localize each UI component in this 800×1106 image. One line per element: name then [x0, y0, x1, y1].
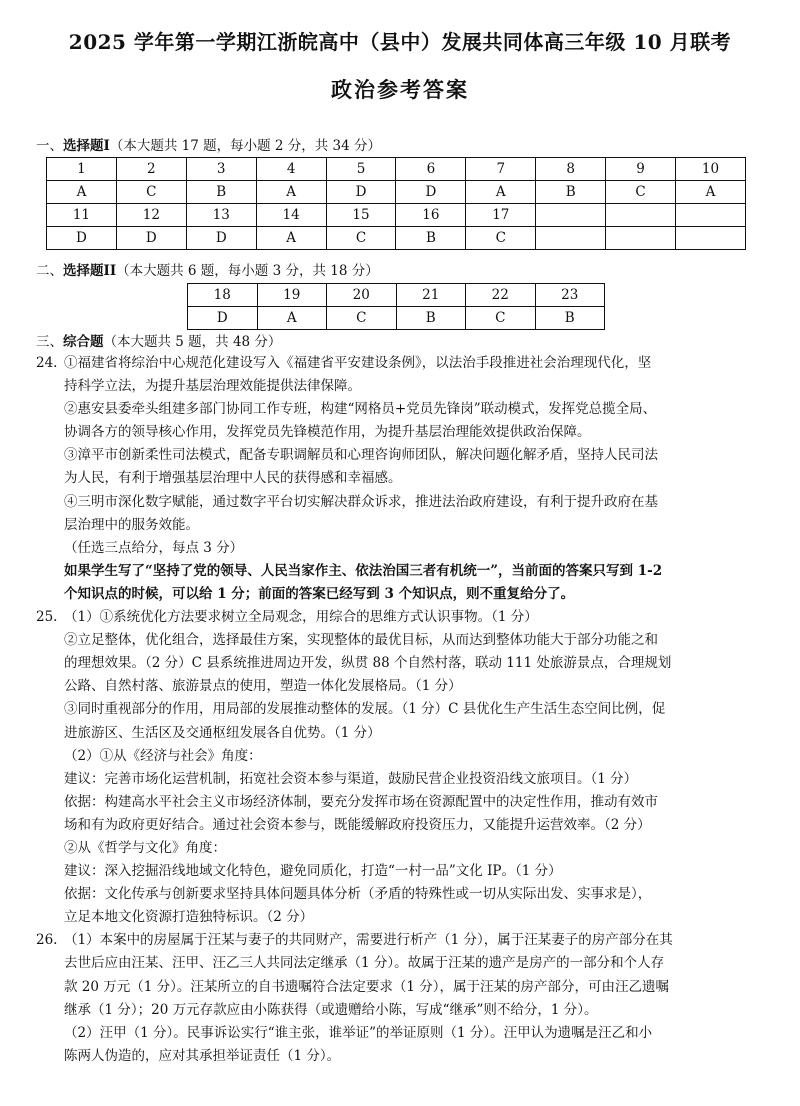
answer-cell: C: [466, 307, 536, 330]
question-number: 4: [256, 158, 326, 181]
section-2-desc: （本大题共 6 题，每小题 3 分，共 18 分）: [116, 263, 379, 279]
answer-cell: D: [116, 227, 186, 250]
question-number-25: 25.: [36, 609, 58, 626]
empty-cell: [675, 204, 745, 227]
answer-cell: A: [675, 181, 745, 204]
answer-cell: D: [326, 181, 396, 204]
question-number-26: 26.: [36, 932, 58, 949]
table-row-answers-2: [47, 227, 746, 250]
answer-cell: A: [256, 227, 326, 250]
question-number: 13: [186, 204, 256, 227]
answer-line: 为人民，有利于增强基层治理中人民的获得感和幸福感。: [64, 470, 402, 487]
table-row-answers: [188, 307, 605, 330]
answer-line: 进旅游区、生活区及交通枢纽发展各自优势。（1 分）: [64, 724, 381, 741]
question-number: 10: [675, 158, 745, 181]
question-number: 1: [47, 158, 117, 181]
answer-cell: B: [535, 307, 605, 330]
answer-cell: A: [47, 181, 117, 204]
answer-line: 持科学立法，为提升基层治理效能提供法律保障。: [64, 378, 361, 395]
question-number: 21: [396, 284, 466, 307]
answer-cell: C: [326, 227, 396, 250]
answer-cell: D: [188, 307, 258, 330]
question-number: 8: [536, 158, 606, 181]
empty-cell: [606, 227, 676, 250]
section-2-answer-table: [187, 283, 605, 330]
question-number: 19: [257, 284, 327, 307]
answer-cell: D: [47, 227, 117, 250]
question-number: 9: [606, 158, 676, 181]
section-1-answer-table: [46, 157, 746, 250]
answer-line: ③漳平市创新柔性司法模式，配备专职调解员和心理咨询师团队，解决问题化解矛盾，坚持人民司法: [64, 447, 658, 464]
section-1-heading: [36, 134, 381, 154]
answers-body: [36, 352, 770, 1068]
answer-line: 建议：深入挖掘沿线地域文化特色，避免同质化，打造“一村一品”文化 IP。（1 分）: [64, 863, 562, 880]
answer-line: 的理想效果。（2 分）C 县系统推进周边开发，纵贯 88 个自然村落，联动 111 处旅游景点，合理规划: [64, 655, 672, 672]
question-number: 16: [396, 204, 466, 227]
answer-cell: B: [186, 181, 256, 204]
question-number: 3: [186, 158, 256, 181]
answer-line: 依据：构建高水平社会主义市场经济体制，要充分发挥市场在资源配置中的决定性作用，推动有效市: [64, 793, 658, 810]
section-1-name: 选择题I: [63, 138, 110, 154]
answer-line: （2）①从《经济与社会》角度：: [64, 747, 262, 764]
question-24: [36, 352, 770, 606]
answer-cell: C: [606, 181, 676, 204]
answer-line: 协调各方的领导核心作用，发挥党员先锋模范作用，为提升基层治理能效提供政治保障。: [64, 424, 591, 441]
section-1-number: 一、: [36, 138, 63, 154]
empty-cell: [536, 204, 606, 227]
section-2-number: 二、: [36, 263, 63, 279]
answer-cell: A: [256, 181, 326, 204]
question-number: 12: [116, 204, 186, 227]
table-row-answers-1: [47, 181, 746, 204]
question-number: 11: [47, 204, 117, 227]
question-26: [36, 929, 770, 1068]
answer-line: 场和有为政府更好结合。通过社会资本参与，既能缓解政府投资压力，又能提升运营效率。（2 分）: [64, 816, 651, 833]
answer-line: 公路、自然村落、旅游景点的使用，塑造一体化发展格局。（1 分）: [64, 678, 462, 695]
answer-line: ③同时重视部分的作用，用局部的发展推动整体的发展。（1 分）C 县优化生产生活生态空间比例，促: [64, 701, 666, 718]
answer-line: 层治理中的服务效能。: [64, 516, 199, 533]
section-2-name: 选择题II: [63, 263, 117, 279]
answer-cell: D: [186, 227, 256, 250]
answer-cell: C: [116, 181, 186, 204]
section-1-desc: （本大题共 17 题，每小题 2 分，共 34 分）: [109, 138, 382, 154]
question-number: 20: [327, 284, 397, 307]
question-number: 18: [188, 284, 258, 307]
answer-line: ④三明市深化数字赋能，通过数字平台切实解决群众诉求，推进法治政府建设，有利于提升政府在基: [64, 493, 658, 510]
scoring-note: （任选三点给分，每点 3 分）: [64, 539, 244, 556]
answer-line: ②惠安县委牵头组建多部门协同工作专班，构建“网格员+党员先锋岗”联动模式，发挥党总揽全局、: [64, 401, 657, 418]
answer-cell: C: [327, 307, 397, 330]
answer-line: 陈两人伪造的，应对其承担举证责任（1 分）。: [64, 1047, 341, 1064]
table-row-numbers-1: [47, 158, 746, 181]
question-number: 2: [116, 158, 186, 181]
answer-line: ①福建省将综治中心规范化建设写入《福建省平安建设条例》，以法治手段推进社会治理现代化，坚: [64, 355, 652, 371]
answer-line: 继承（1 分）；20 万元存款应由小陈获得（或遗赠给小陈，写成“继承”则不给分，1 分）。: [64, 1001, 598, 1018]
answer-line: 依据：文化传承与创新要求坚持具体问题具体分析（矛盾的特殊性或一切从实际出发、实事求是），: [64, 886, 652, 903]
empty-cell: [675, 227, 745, 250]
bold-grading-note: 个知识点的时候，可以给 1 分；前面的答案已经写到 3 个知识点，则不重复给分了。: [64, 585, 575, 602]
answer-line: 立足本地文化资源打造独特标识。（2 分）: [64, 909, 314, 926]
table-row-numbers-2: [47, 204, 746, 227]
question-number: 14: [256, 204, 326, 227]
answer-line: （1）本案中的房屋属于汪某与妻子的共同财产，需要进行析产（1 分），属于汪某妻子的房产部分在其: [64, 932, 673, 949]
answer-cell: A: [466, 181, 536, 204]
section-3-heading: [36, 330, 281, 350]
answer-line: ②从《哲学与文化》角度：: [64, 839, 226, 856]
question-number: 7: [466, 158, 536, 181]
question-number: 23: [535, 284, 605, 307]
answer-cell: B: [396, 307, 466, 330]
answer-line: （1）①系统优化方法要求树立全局观念，用综合的思维方式认识事物。（1 分）: [64, 609, 538, 626]
answer-line: ②立足整体，优化组合，选择最佳方案，实现整体的最优目标，从而达到整体功能大于部分功能之和: [64, 632, 658, 649]
answer-line: 建议：完善市场化运营机制，拓宽社会资本参与渠道，鼓励民营企业投资沿线文旅项目。（1 分）: [64, 770, 638, 787]
answer-cell: B: [536, 181, 606, 204]
table-row-numbers: [188, 284, 605, 307]
question-number: 17: [466, 204, 536, 227]
answer-cell: B: [396, 227, 466, 250]
bold-grading-note: 如果学生写了“坚持了党的领导、人民当家作主、依法治国三者有机统一”，当前面的答案只写到 1-2: [64, 562, 663, 579]
answer-cell: C: [466, 227, 536, 250]
question-number: 6: [396, 158, 466, 181]
answer-line: （2）汪甲（1 分）。民事诉讼实行“谁主张，谁举证”的举证原则（1 分）。汪甲认为遗嘱是汪乙和小: [64, 1024, 653, 1041]
answer-line: 去世后应由汪某、汪甲、汪乙三人共同法定继承（1 分）。故属于汪某的遗产是房产的一部分和个人存: [64, 955, 665, 972]
answer-line: 款 20 万元（1 分）。汪某所立的自书遗嘱符合法定要求（1 分），属于汪某的房产部分，可由汪乙遗嘱: [64, 978, 670, 995]
answer-cell: D: [396, 181, 466, 204]
page-subtitle: 政治参考答案: [331, 77, 469, 102]
question-number: 5: [326, 158, 396, 181]
section-3-number: 三、: [36, 334, 63, 350]
section-2-heading: [36, 259, 379, 279]
page-title: 2025 学年第一学期江浙皖高中（县中）发展共同体高三年级 10 月联考: [68, 30, 732, 54]
empty-cell: [536, 227, 606, 250]
section-3-desc: （本大题共 5 题，共 48 分）: [103, 334, 282, 350]
question-number: 22: [466, 284, 536, 307]
empty-cell: [606, 204, 676, 227]
answer-cell: A: [257, 307, 327, 330]
question-number: 15: [326, 204, 396, 227]
question-number-24: 24.: [36, 355, 58, 371]
question-25: [36, 606, 770, 929]
section-3-name: 综合题: [63, 334, 104, 350]
